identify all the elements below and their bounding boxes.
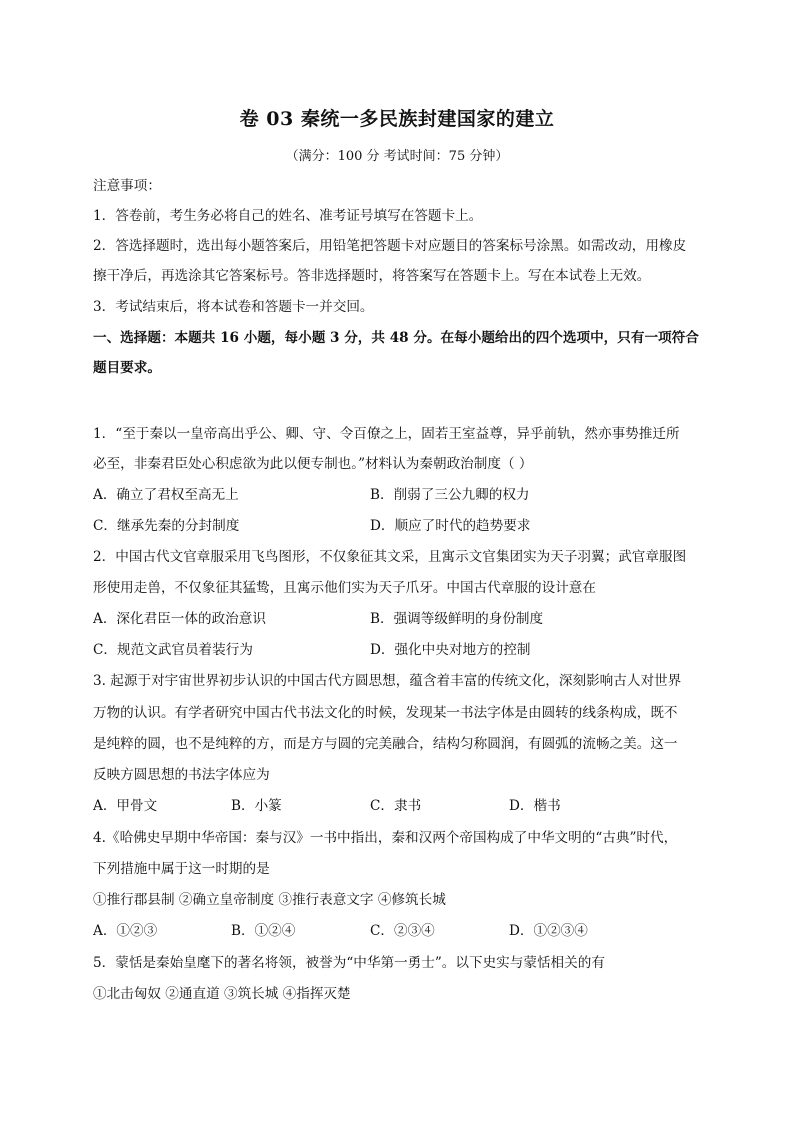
question-2-option-c[interactable]: C．规范文武官员着装行为 [93,642,253,658]
section-heading-cont: 题目要求。 [93,360,161,376]
question-1-text: 1．“至于秦以一皇帝高出乎公、卿、守、令百僚之上，固若王室益尊，异乎前轨，然亦事势推迁所 [93,426,680,442]
note-item: 擦干净后，再选涂其它答案标号。答非选择题时，将答案写在答题卡上。写在本试卷上无效。 [93,268,651,284]
question-3-option-d[interactable]: D．楷书 [509,798,561,814]
note-item: 3．考试结束后，将本试卷和答题卡一并交回。 [93,299,374,315]
question-1-option-d[interactable]: D．顺应了时代的趋势要求 [370,518,531,534]
question-2-text: 形使用走兽，不仅象征其猛鸷，且寓示他们实为天子爪牙。中国古代章服的设计意在 [93,580,596,596]
question-5-text: 5．蒙恬是秦始皇麾下的著名将领，被誉为“中华第一勇士”。以下史实与蒙恬相关的有 [93,955,605,971]
question-3-text: 是纯粹的圆，也不是纯粹的方，而是方与圆的完美融合，结构匀称圆润，有圆弧的流畅之美。这一 [93,736,678,752]
question-3-option-a[interactable]: A．甲骨文 [93,798,158,814]
section-heading: 一、选择题：本题共 16 小题，每小题 3 分，共 48 分。在每小题给出的四个选项中，只有一项符合 [93,330,699,346]
question-1-text: 必至，非秦君臣处心积虑欲为此以便专制也。”材料认为秦朝政治制度（ ） [93,456,533,472]
question-4-option-d[interactable]: D．①②③④ [509,923,588,939]
question-1-option-c[interactable]: C．继承先秦的分封制度 [93,518,240,534]
question-3-text: 3. 起源于对宇宙世界初步认识的中国古代方圆思想，蕴含着丰富的传统文化，深刻影响古人对世界 [93,673,682,689]
exam-info: （满分：100 分 考试时间：75 分钟） [285,149,509,164]
question-4-text: 4.《哈佛史早期中华帝国：秦与汉》一书中指出，秦和汉两个帝国构成了中华文明的“古典”时代， [93,830,678,846]
question-1-option-a[interactable]: A．确立了君权至高无上 [93,487,239,503]
notes-heading: 注意事项： [93,178,161,194]
question-4-text: 下列措施中属于这一时期的是 [93,861,270,877]
question-3-text: 万物的认识。有学者研究中国古代书法文化的时候，发现某一书法字体是由圆转的线条构成，既不 [93,705,678,721]
question-2-option-a[interactable]: A．深化君臣一体的政治意识 [93,611,266,627]
question-4-option-a[interactable]: A．①②③ [93,923,158,939]
question-2-option-d[interactable]: D．强化中央对地方的控制 [370,642,531,658]
note-item: 1．答卷前，考生务必将自己的姓名、准考证号填写在答题卡上。 [93,208,483,224]
note-item: 2．答选择题时，选出每小题答案后，用铅笔把答题卡对应题目的答案标号涂黑。如需改动，用橡皮 [93,238,687,254]
question-4-option-b[interactable]: B．①②④ [231,923,296,939]
question-3-option-c[interactable]: C．隶书 [370,798,422,814]
question-1-option-b[interactable]: B．削弱了三公九卿的权力 [370,487,530,503]
question-2-text: 2．中国古代文官章服采用飞鸟图形，不仅象征其文采，且寓示文官集团实为天子羽翼；武官章服图 [93,549,687,565]
question-4-items: ①推行郡县制 ②确立皇帝制度 ③推行表意文字 ④修筑长城 [93,892,446,908]
question-2-option-b[interactable]: B．强调等级鲜明的身份制度 [370,611,544,627]
question-4-option-c[interactable]: C．②③④ [370,923,435,939]
question-3-text: 反映方圆思想的书法字体应为 [93,767,270,783]
question-3-option-b[interactable]: B．小篆 [231,798,282,814]
question-5-items: ①北击匈奴 ②通直道 ③筑长城 ④指挥灭楚 [93,986,351,1002]
page-title: 卷 03 秦统一多民族封建国家的建立 [239,108,555,130]
